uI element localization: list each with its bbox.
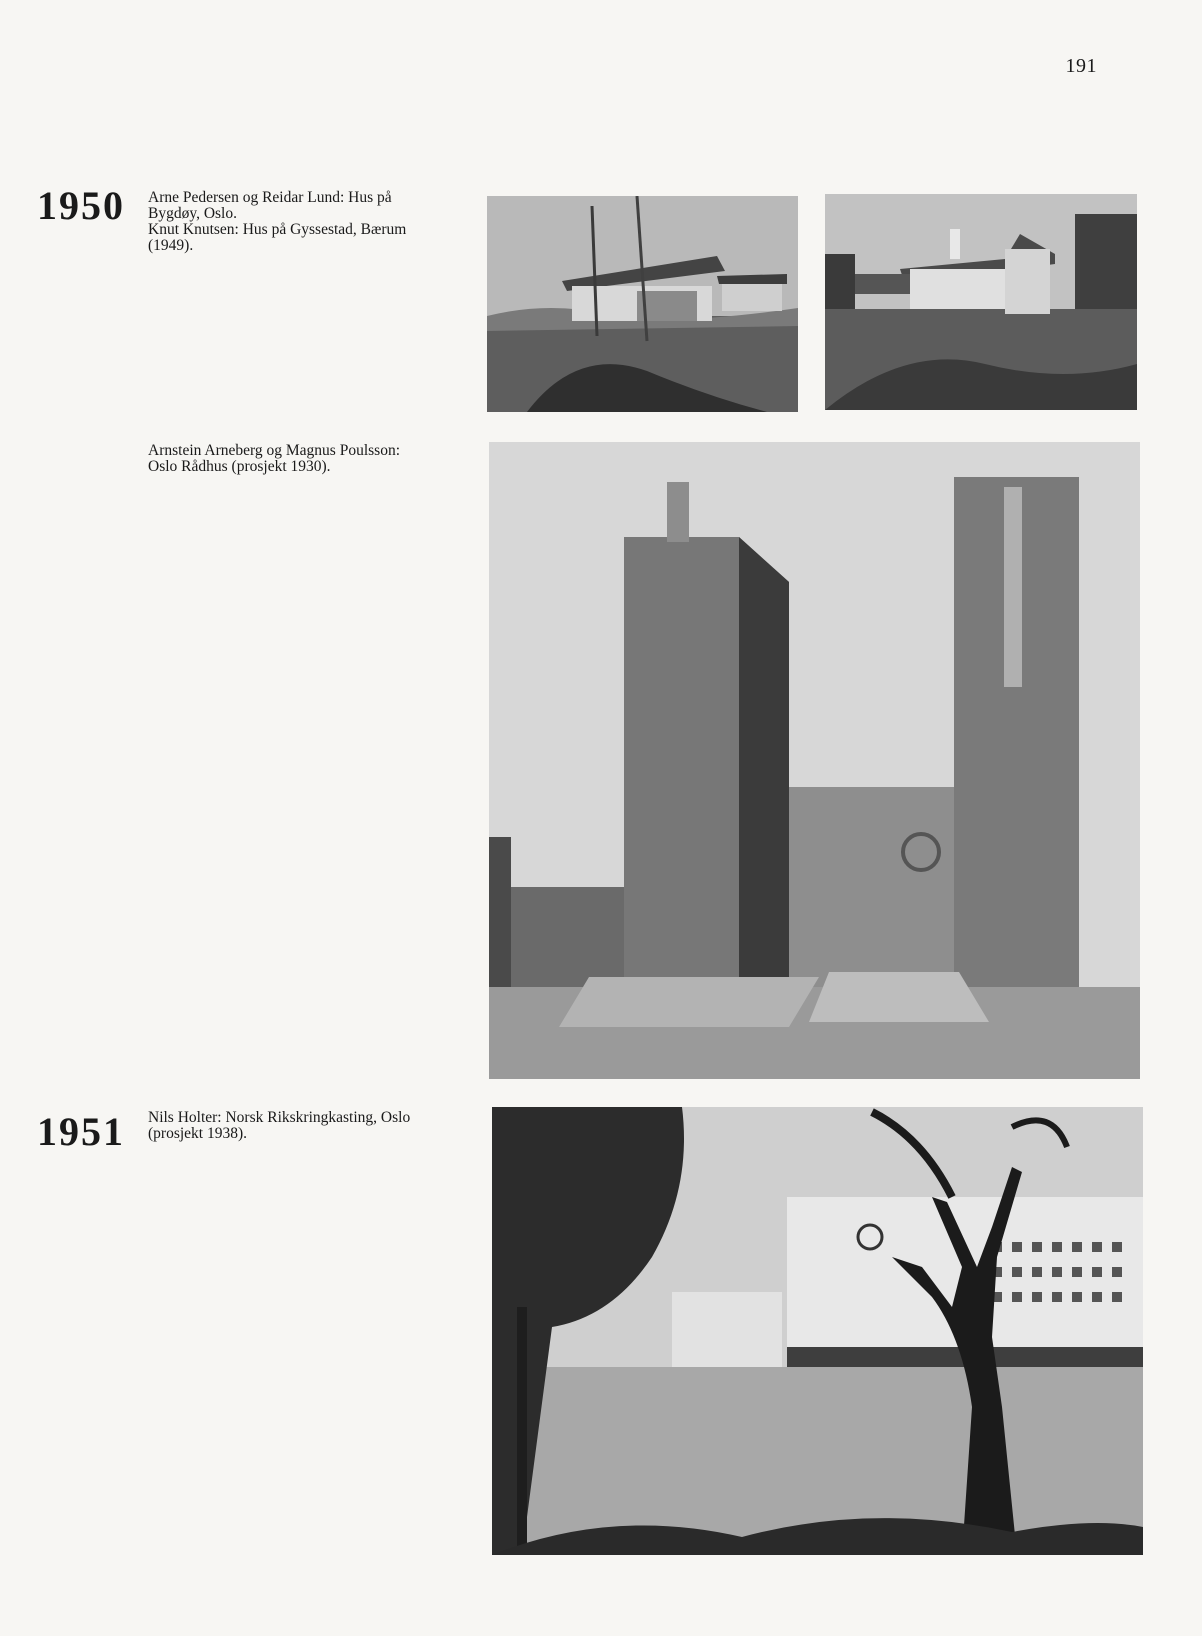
caption-line: Bygdøy, Oslo. xyxy=(148,205,237,222)
photo-norsk-rikskringkasting xyxy=(492,1107,1143,1555)
caption-line: Arne Pedersen og Reidar Lund: Hus på xyxy=(148,189,392,206)
caption-houses xyxy=(148,190,448,254)
photo-house-gyssestad xyxy=(825,194,1137,410)
year-heading-1951: 1951 xyxy=(37,1109,125,1154)
caption-line: Arnstein Arneberg og Magnus Poulsson: xyxy=(148,442,401,459)
caption-line: Nils Holter: Norsk Rikskringkasting, Oslo xyxy=(148,1109,411,1126)
photo-house-bygdoy xyxy=(487,196,798,412)
caption-line: Knut Knutsen: Hus på Gyssestad, Bærum xyxy=(148,221,407,238)
caption-line: (prosjekt 1938). xyxy=(148,1125,248,1142)
caption-radhus xyxy=(148,443,448,475)
caption-line: (1949). xyxy=(148,237,194,254)
caption-line: Oslo Rådhus (prosjekt 1930). xyxy=(148,458,331,475)
page-number: 191 xyxy=(1065,55,1097,77)
caption-nrk xyxy=(148,1110,448,1142)
year-heading-1950: 1950 xyxy=(37,183,125,228)
photo-oslo-radhus xyxy=(489,442,1140,1079)
